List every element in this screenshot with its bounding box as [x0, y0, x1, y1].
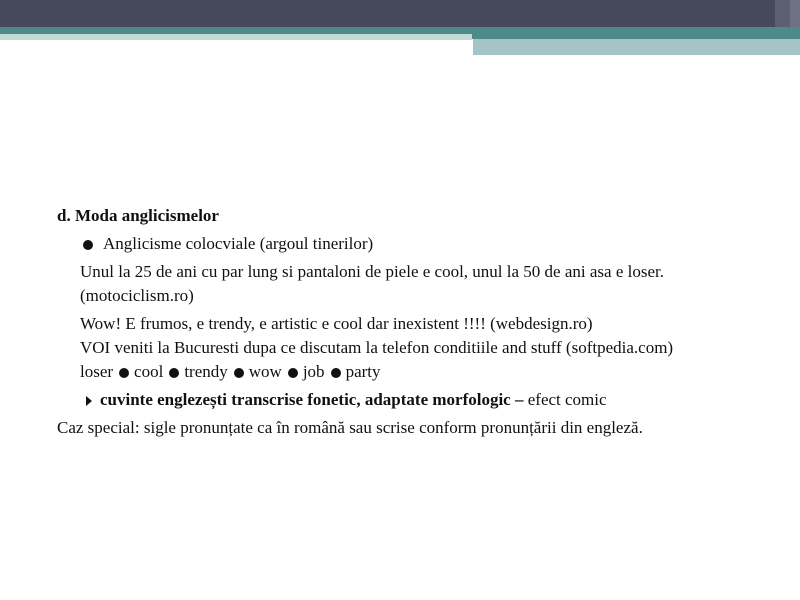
word: loser — [80, 362, 114, 381]
bullet-text: Anglicisme colocviale (argoul tinerilor) — [103, 234, 374, 253]
separator-dot-icon — [169, 368, 179, 378]
arrow-bullet-icon — [86, 396, 92, 406]
section-heading: d. Moda anglicismelor — [57, 206, 219, 225]
example-paragraph: Unul la 25 de ani cu par lung si pantaloni de piele e cool, unul la 50 de ani asa e loser. (motociclism.ro) — [80, 262, 664, 305]
word: cool — [134, 362, 164, 381]
special-case-text: Caz special: sigle pronunțate ca în română sau scrise conform pronunțării din engleză. — [57, 418, 643, 437]
word-list — [57, 360, 777, 384]
separator-dot-icon — [288, 368, 298, 378]
word: wow — [248, 362, 282, 381]
slide-content — [57, 204, 777, 440]
separator-dot-icon — [119, 368, 129, 378]
arrow-bold-text: cuvinte englezești transcrise fonetic, adaptate morfologic – — [100, 390, 524, 409]
separator-dot-icon — [234, 368, 244, 378]
arrow-normal-text: efect comic — [527, 390, 607, 409]
word: trendy — [184, 362, 228, 381]
example-paragraph — [57, 312, 760, 360]
arrow-item — [57, 388, 777, 412]
header-band-dark — [0, 0, 800, 27]
separator-dot-icon — [331, 368, 341, 378]
example-line: VOI veniti la Bucuresti dupa ce discutam la telefon conditiile and stuff (softpedia.com) — [80, 338, 674, 357]
bullet-dot-icon — [83, 240, 93, 250]
header-band-light-right — [473, 39, 800, 55]
header-band-edge-light — [790, 0, 800, 27]
word: job — [302, 362, 325, 381]
example-line: Wow! E frumos, e trendy, e artistic e cool dar inexistent !!!! (webdesign.ro) — [80, 314, 593, 333]
header-band-light — [0, 34, 472, 40]
bullet-item — [57, 232, 777, 256]
word: party — [345, 362, 381, 381]
